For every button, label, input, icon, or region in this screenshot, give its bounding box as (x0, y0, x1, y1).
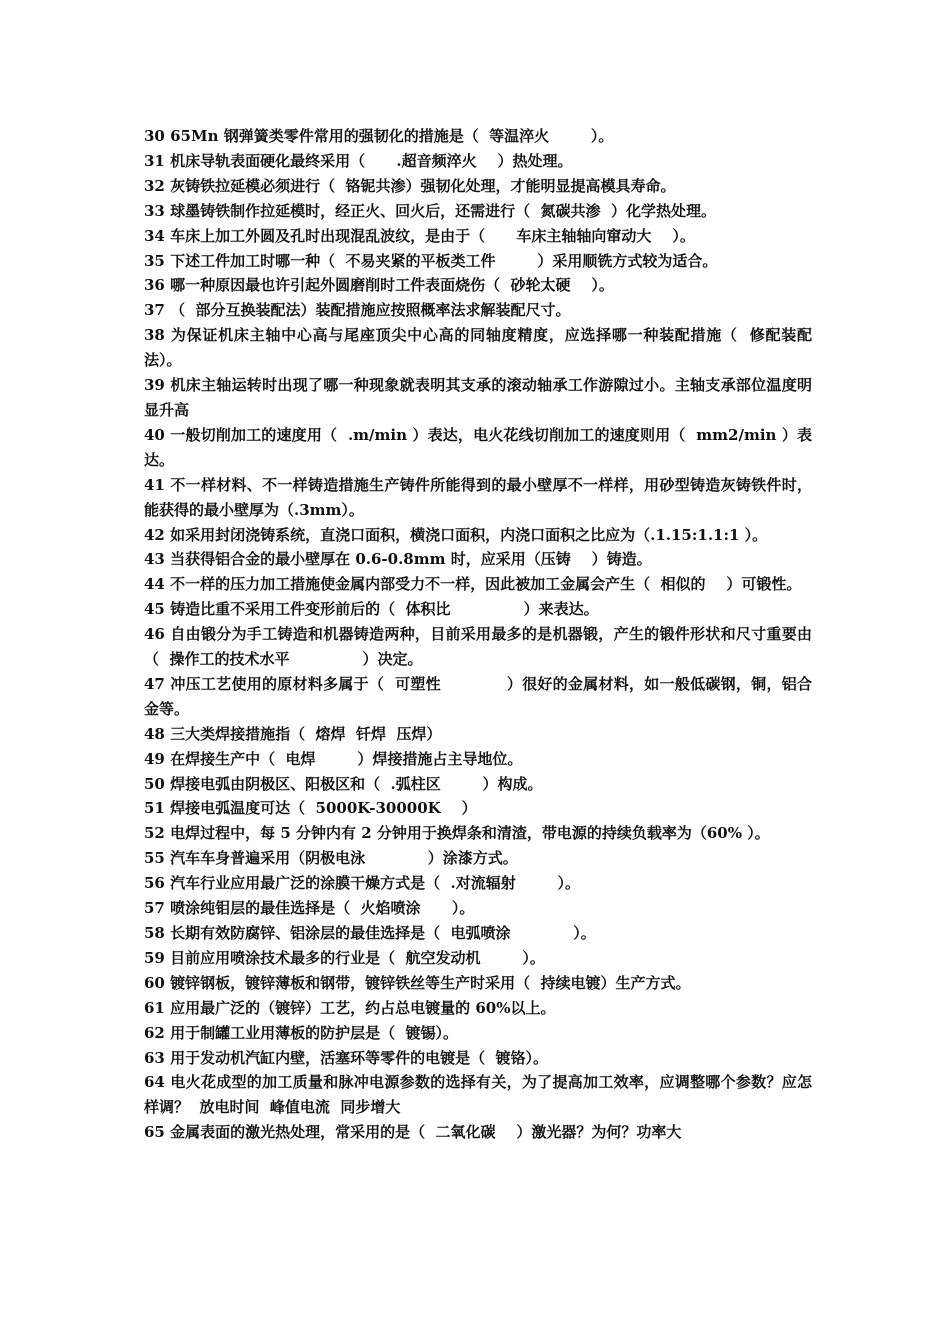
question-47: 47 冲压工艺使用的原材料多属于（ 可塑性 ）很好的金属材料，如一般低碳钢，铜，铝合金等。 (144, 674, 812, 718)
question-58: 58 长期有效防腐锌、铝涂层的最佳选择是（ 电弧喷涂 ）。 (144, 924, 596, 942)
question-62: 62 用于制罐工业用薄板的防护层是（ 镀锡）。 (144, 1023, 459, 1042)
question-44: 44 不一样的压力加工措施使金属内部受力不一样，因此被加工金属会产生（ 相似的 ）可锻性。 (144, 575, 802, 594)
question-64: 64 电火花成型的加工质量和脉冲电源参数的选择有关，为了提高加工效率，应调整哪个参数？应怎样调？ 放电时间 峰值电流 同步增大 (144, 1073, 812, 1117)
question-63: 63 用于发动机汽缸内壁，活塞环等零件的电镀是（ 镀铬）。 (144, 1048, 549, 1067)
question-list (144, 124, 812, 1145)
question-51: 51 焊接电弧温度可达（ 5000K-30000K ） (144, 799, 477, 818)
question-48: 48 三大类焊接措施指（ 熔焊 钎焊 压焊） (144, 724, 442, 743)
question-41: 41 不一样材料、不一样铸造措施生产铸件所能得到的最小壁厚不一样样，用砂型铸造灰铸铁件时，能获得的最小壁厚为（.3mm）。 (144, 475, 812, 519)
question-50: 50 焊接电弧由阴极区、阳极区和（ .弧柱区 ）构成。 (144, 774, 543, 793)
question-30: 30 65Mn 钢弹簧类零件常用的强韧化的措施是（ 等温淬火 ）。 (144, 127, 614, 145)
question-46: 46 自由锻分为手工铸造和机器铸造两种，目前采用最多的是机器锻，产生的锻件形状和尺寸重要由（ 操作工的技术水平 ）决定。 (144, 625, 812, 669)
question-37: 37 （ 部分互换装配法）装配措施应按照概率法求解装配尺寸。 (144, 301, 571, 320)
question-65: 65 金属表面的激光热处理，常采用的是（ 二氧化碳 ）激光器？为何？功率大 (144, 1123, 682, 1142)
question-52: 52 电焊过程中，每 5 分钟内有 2 分钟用于换焊条和清渣，带电源的持续负载率为（60% ）。 (144, 824, 770, 843)
question-43: 43 当获得铝合金的最小壁厚在 0.6-0.8mm 时，应采用（压铸 ）铸造。 (144, 550, 652, 569)
question-36: 36 哪一种原因最也许引起外圆磨削时工件表面烧伤（ 砂轮太硬 ）。 (144, 276, 614, 295)
question-60: 60 镀锌钢板，镀锌薄板和钢带，镀锌铁丝等生产时采用（ 持续电镀）生产方式。 (144, 973, 691, 992)
question-55: 55 汽车车身普遍采用（阴极电泳 ）涂漆方式。 (144, 849, 518, 868)
question-40: 40 一般切削加工的速度用（ .m/min ）表达，电火花线切削加工的速度则用（ mm2/min ）表达。 (144, 425, 812, 469)
question-35: 35 下述工件加工时哪一种（ 不易夹紧的平板类工件 ）采用顺铣方式较为适合。 (144, 251, 718, 270)
question-38: 38 为保证机床主轴中心高与尾座顶尖中心高的同轴度精度，应选择哪一种装配措施（ 修配装配法）。 (144, 326, 812, 370)
question-49: 49 在焊接生产中（ 电焊 ）焊接措施占主导地位。 (144, 749, 523, 768)
question-61: 61 应用最广泛的（镀锌）工艺，约占总电镀量的 60%以上。 (144, 998, 556, 1017)
question-42: 42 如采用封闭浇铸系统，直浇口面积，横浇口面积，内浇口面积之比应为（.1.15:1.1:1 ）。 (144, 525, 768, 544)
question-34: 34 车床上加工外圆及孔时出现混乱波纹，是由于（ 车床主轴轴向窜动大 ）。 (144, 226, 695, 245)
question-59: 59 目前应用喷涂技术最多的行业是（ 航空发动机 ）。 (144, 948, 545, 967)
question-56: 56 汽车行业应用最广泛的涂膜干燥方式是（ .对流辐射 ）。 (144, 874, 581, 893)
question-57: 57 喷涂纯钼层的最佳选择是（ 火焰喷涂 ）。 (144, 899, 475, 918)
question-45: 45 铸造比重不采用工件变形前后的（ 体积比 ）来表达。 (144, 600, 599, 619)
question-32: 32 灰铸铁拉延模必须进行（ 铬铌共渗）强韧化处理，才能明显提高模具寿命。 (144, 176, 676, 195)
question-33: 33 球墨铸铁制作拉延模时，经正火、回火后，还需进行（ 氮碳共渗 ）化学热处理。 (144, 201, 716, 220)
question-31: 31 机床导轨表面硬化最终采用（ .超音频淬火 ）热处理。 (144, 151, 573, 170)
question-39: 39 机床主轴运转时出现了哪一种现象就表明其支承的滚动轴承工作游隙过小。主轴支承部位温度明显升高 (144, 376, 812, 419)
